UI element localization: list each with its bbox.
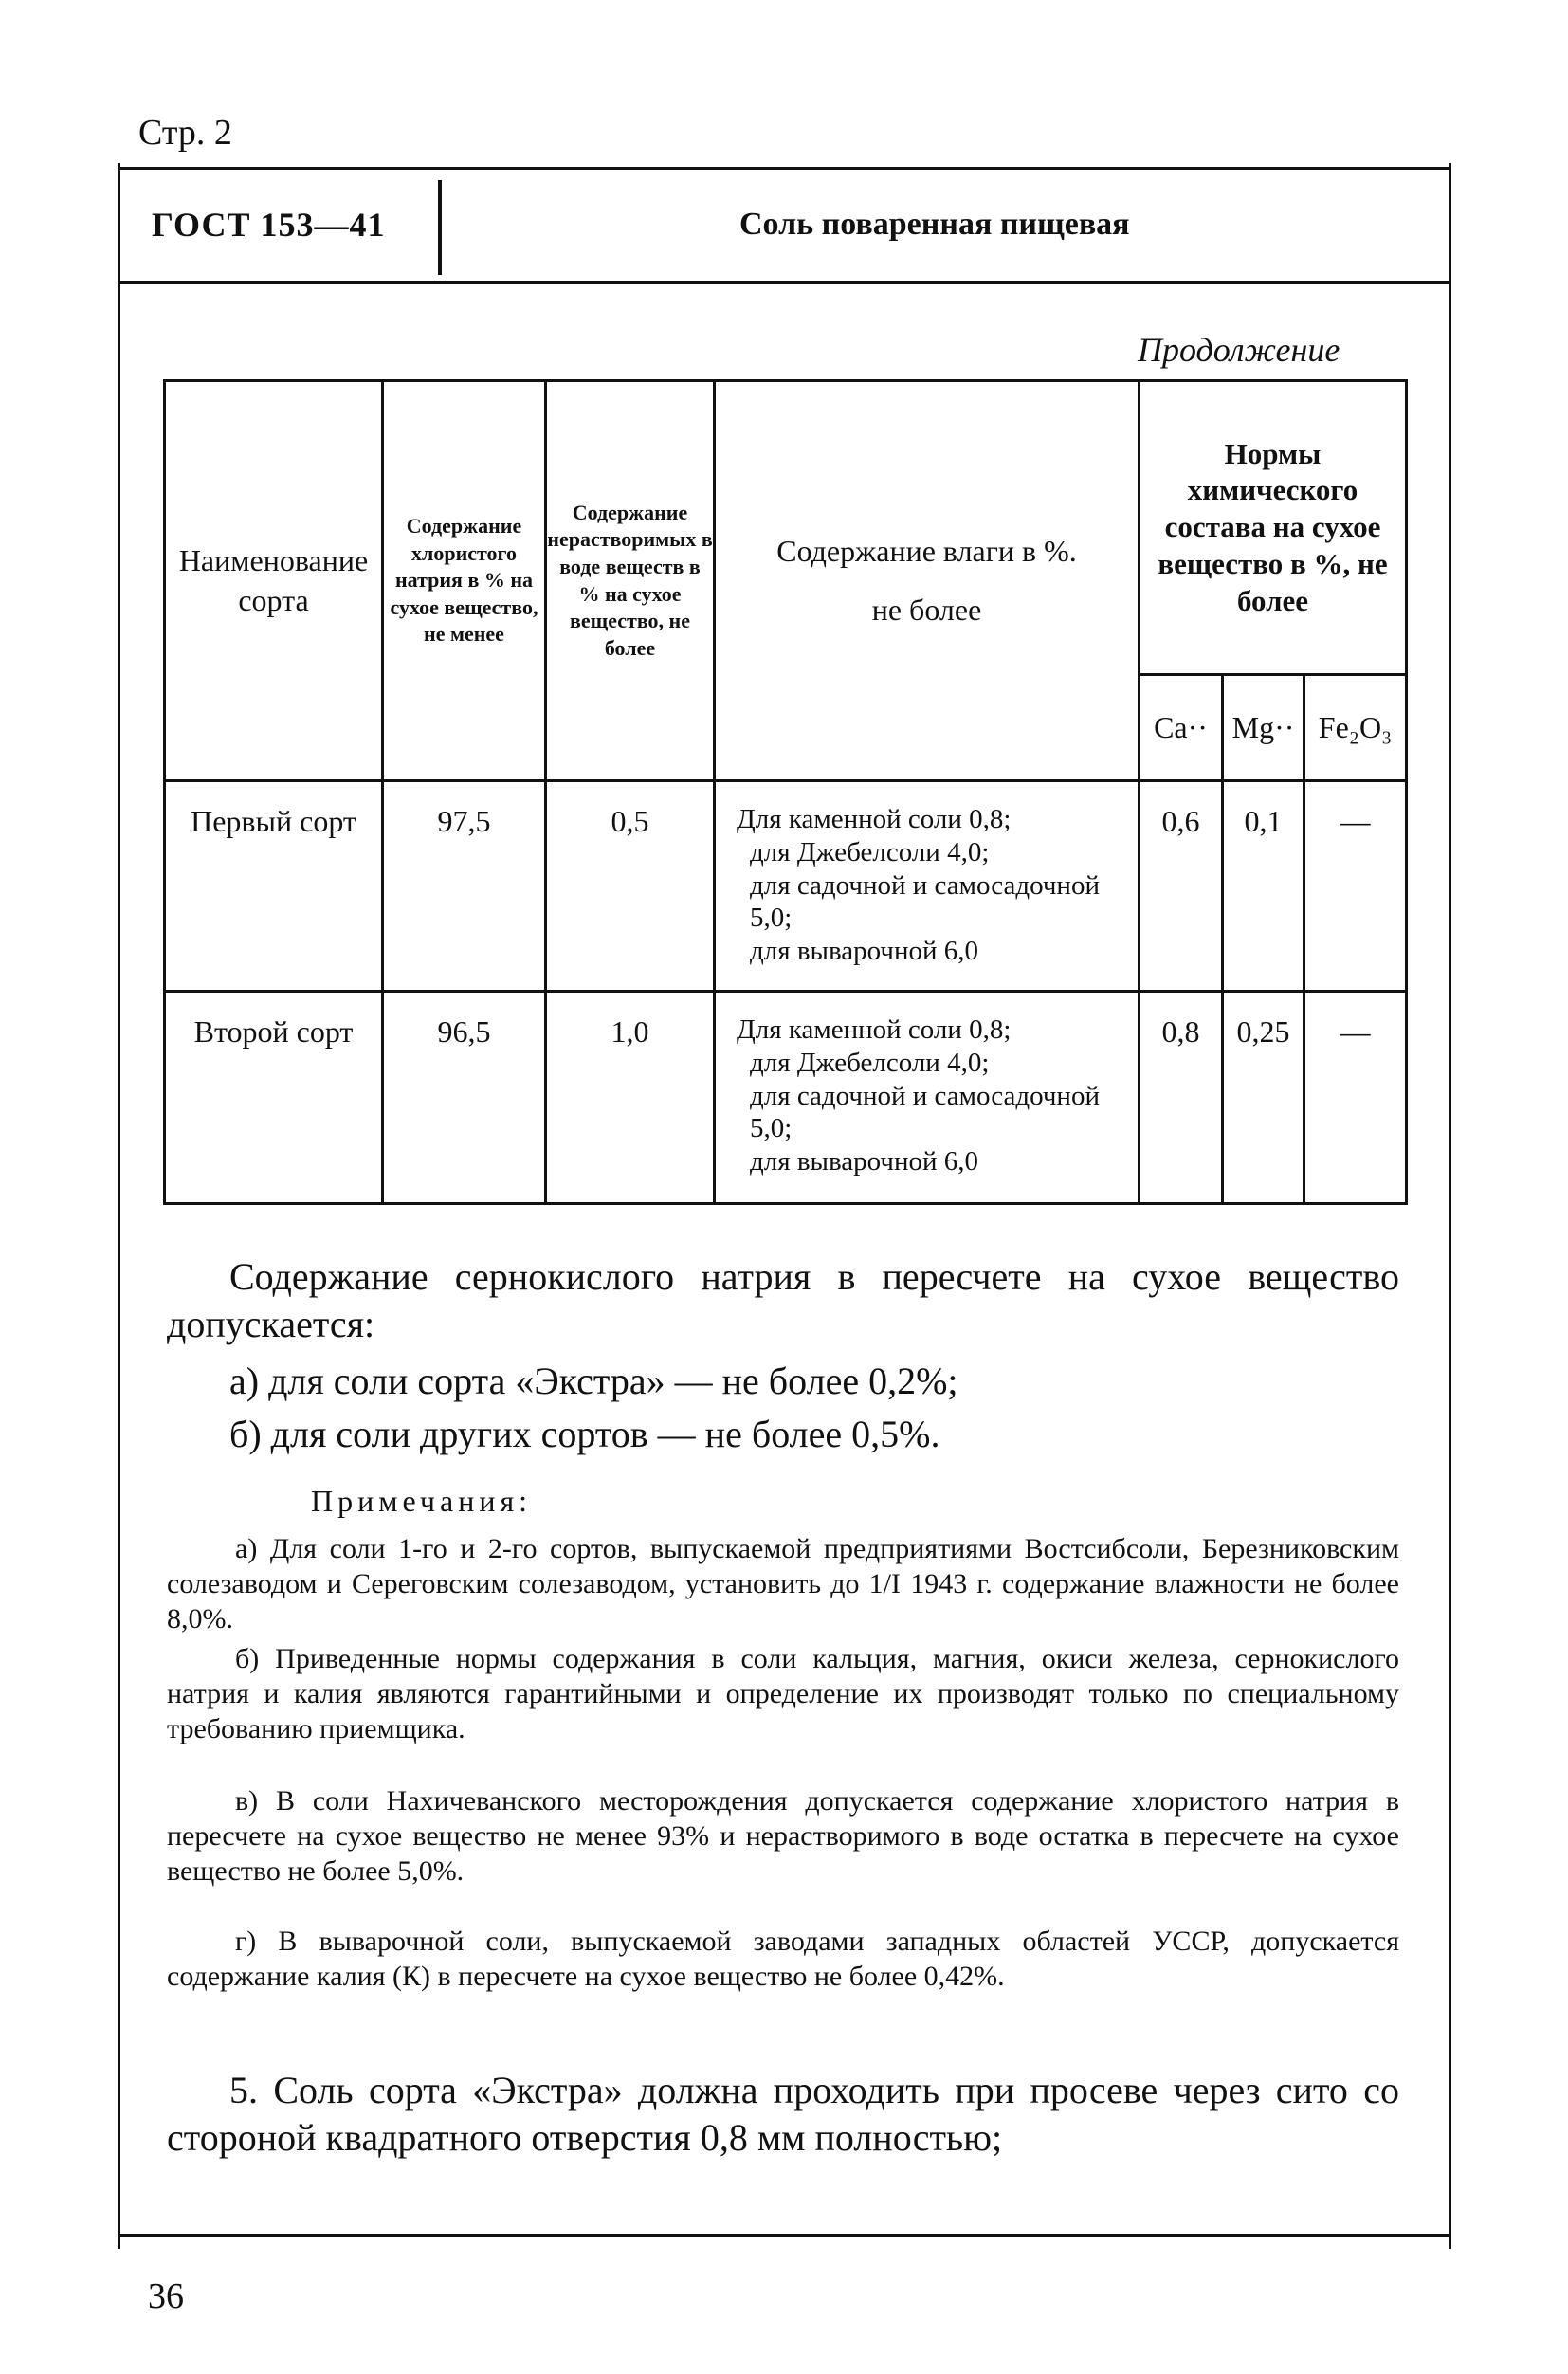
- header-moisture-line1: Содержание влаги в %.: [776, 533, 1077, 568]
- page-number: 36: [148, 2276, 184, 2316]
- header-top-rule: [118, 167, 1450, 170]
- header-chloride: Содержание хлористого натрия в % на сухое вещество, не менее: [383, 381, 546, 781]
- table-row: [165, 992, 1407, 1204]
- row-moisture: [715, 781, 1140, 992]
- row-mg: 0,1: [1223, 781, 1304, 992]
- row-fe2o3: —: [1304, 781, 1407, 992]
- header-ca: Ca··: [1140, 675, 1223, 781]
- row-ca: 0,8: [1140, 992, 1223, 1204]
- moisture-line: для Джебелсоли 4,0;: [750, 836, 990, 867]
- row-chloride: 96,5: [383, 992, 546, 1204]
- notes-heading: Примечания:: [311, 1484, 533, 1518]
- sulfate-item-b: б) для соли других сортов — не более 0,5%.: [229, 1413, 940, 1455]
- row-ca: 0,6: [1140, 781, 1223, 992]
- row-sort: Первый сорт: [165, 781, 383, 992]
- row-chloride: 97,5: [383, 781, 546, 992]
- sulfate-item-a: а) для соли сорта «Экстра» — не более 0,2%;: [229, 1360, 958, 1402]
- header-insoluble: Содержание нерастворимых в воде веществ в % на сухое вещество, не более: [546, 381, 715, 781]
- left-frame-rule: [118, 163, 120, 2249]
- moisture-line: Для каменной соли 0,8;: [737, 1014, 1012, 1045]
- moisture-line: для садочной и самосадочной 5,0;: [750, 869, 1100, 934]
- page-label: Стр. 2: [138, 113, 232, 153]
- moisture-line: для выварочной 6,0: [750, 936, 979, 967]
- header-bottom-rule: [118, 281, 1450, 284]
- header-sort-name: Наименование сорта: [165, 381, 383, 781]
- note-d: г) В выварочной соли, выпускаемой заводами западных областей УССР, допускается содержание калия (К) в пересчете на сухое вещество не более 0,42%.: [167, 1926, 1399, 1992]
- row-fe2o3: —: [1304, 992, 1407, 1204]
- row-moisture: [715, 992, 1140, 1204]
- row-insoluble: 1,0: [546, 992, 715, 1204]
- note-c: в) В соли Нахичеванского месторождения допускается содержание хлористого натрия в пересчете на сухое вещество не менее 93% и нерастворимого в воде остатка в пересчете на сухое вещество не более 5,0%.: [167, 1785, 1399, 1887]
- table-row: [165, 781, 1407, 992]
- header-moisture-line2: не более: [871, 592, 982, 627]
- note-a: а) Для соли 1-го и 2-го сортов, выпускаемой предприятиями Востсибсоли, Березниковским солезаводом и Сереговским солезаводом, установить до 1/I 1943 г. содержание влажности не более 8,0%.: [167, 1533, 1399, 1634]
- sulfate-intro-paragraph: Содержание сернокислого натрия в пересчете на сухое вещество допускается:: [167, 1255, 1399, 1345]
- moisture-line: для Джебелсоли 4,0;: [750, 1047, 990, 1078]
- header-moisture: [715, 381, 1140, 781]
- header-fe2o3: Fe₂O₃: [1304, 675, 1407, 781]
- row-mg: 0,25: [1223, 992, 1304, 1204]
- clause-5-paragraph: 5. Соль сорта «Экстра» должна проходить при просеве через сито со стороной квадратного отверстия 0,8 мм полностью;: [167, 2069, 1399, 2159]
- header-divider: [438, 180, 442, 275]
- gost-number: ГОСТ 153—41: [152, 206, 386, 244]
- right-frame-rule: [1449, 163, 1451, 2249]
- continuation-label: Продолжение: [1138, 331, 1340, 369]
- moisture-line: Для каменной соли 0,8;: [737, 804, 1012, 834]
- row-sort: Второй сорт: [165, 992, 383, 1204]
- document-title: Соль поваренная пищевая: [739, 207, 1130, 242]
- note-b: б) Приведенные нормы содержания в соли кальция, магния, окиси железа, сернокислого натрия и калия являются гарантийными и определение их производят только по специальному требованию приемщика.: [167, 1643, 1399, 1744]
- header-chemical-norms: Нормы химического состава на сухое вещество в %, не более: [1140, 381, 1407, 675]
- row-insoluble: 0,5: [546, 781, 715, 992]
- salt-grade-table: [163, 379, 1408, 1205]
- footer-rule: [118, 2234, 1450, 2237]
- moisture-line: для выварочной 6,0: [750, 1146, 979, 1178]
- moisture-line: для садочной и самосадочной 5,0;: [750, 1080, 1100, 1144]
- header-mg: Mg··: [1223, 675, 1304, 781]
